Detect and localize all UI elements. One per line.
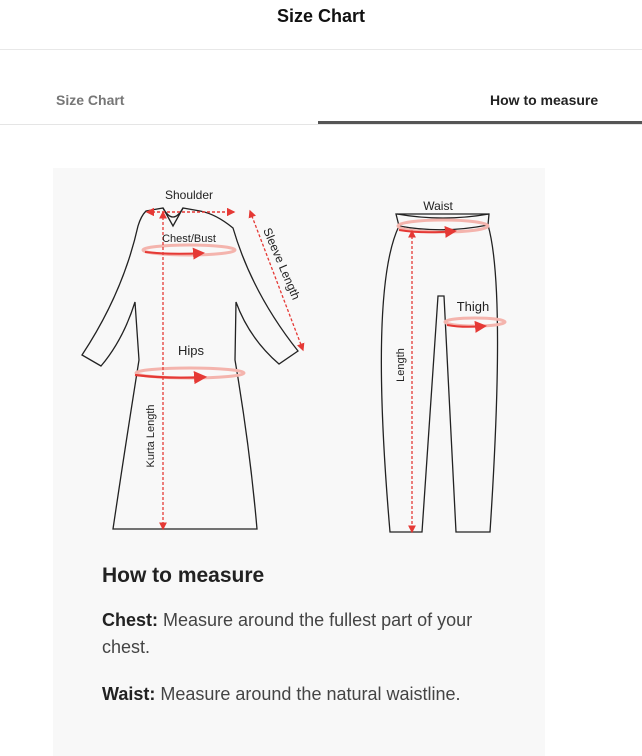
measure-guide-card	[53, 168, 545, 756]
waist-term: Waist:	[102, 684, 156, 704]
tab-how-to-measure[interactable]: How to measure	[490, 92, 599, 108]
header	[0, 0, 642, 50]
active-tab-indicator	[318, 121, 642, 124]
kurta-chest-measure	[143, 245, 235, 255]
page-title: Size Chart	[276, 6, 366, 26]
pant-thigh-measure	[445, 318, 505, 327]
pant-waist-measure	[398, 220, 488, 232]
kurta-hips-measure	[135, 368, 244, 378]
tab-size-chart[interactable]: Size Chart	[56, 92, 125, 108]
waist-instruction	[102, 681, 502, 708]
thigh-label: Thigh	[456, 299, 490, 314]
chest-label: Chest/Bust	[162, 233, 216, 245]
chest-text: Measure around the fullest part of your chest.	[102, 610, 473, 657]
measurement-diagram	[53, 168, 545, 548]
tab-bar	[0, 50, 642, 125]
waist-text: Measure around the natural waistline.	[155, 684, 461, 704]
shoulder-label: Shoulder	[164, 188, 214, 202]
chest-instruction	[102, 607, 502, 661]
pant-length-label: Length	[395, 348, 407, 382]
waist-label: Waist	[423, 199, 453, 213]
hips-label: Hips	[177, 343, 205, 358]
how-to-measure-heading: How to measure	[102, 564, 265, 587]
chest-term: Chest:	[102, 610, 159, 630]
kurta-length-label: Kurta Length	[145, 404, 157, 468]
sleeve-length-label: Sleeve Length	[260, 225, 304, 302]
